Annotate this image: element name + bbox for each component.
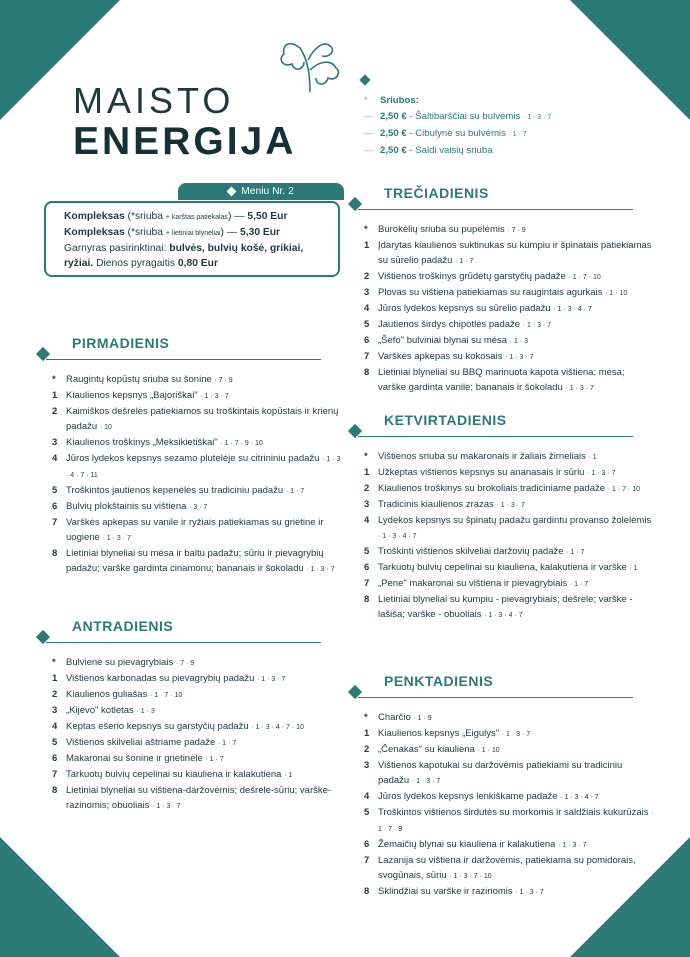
allergen-codes: · 7 · 9 — [507, 227, 526, 234]
dish-item — [364, 513, 654, 544]
menu-number-label: Meniu Nr. 2 — [241, 186, 294, 197]
dish-item — [364, 365, 654, 396]
dish-item — [52, 372, 342, 388]
allergen-codes: · 1 · 3 · 7 · 10 — [449, 873, 492, 880]
dish-text-wrapper — [378, 365, 654, 396]
allergen-codes: · 7 · 9 — [214, 377, 233, 384]
allergen-codes: · 1 · 7 — [566, 549, 585, 556]
dish-name: Varškės apkepas su kokosais — [378, 351, 506, 362]
dish-number: * — [364, 451, 368, 462]
allergen-codes: · 1 · 7 · 9 · 10 — [220, 440, 263, 447]
dish-number: 4 — [52, 721, 58, 732]
garnish-line: Garnyras pasirinktinai: bulvės, bulvių košė, grikiai, ryžiai. Dienos pyragaitis 0,80 Eur — [64, 243, 304, 269]
dish-text-wrapper — [66, 451, 342, 483]
dish-item — [52, 404, 342, 435]
dish-number: 5 — [364, 546, 370, 557]
allergen-codes: · 1 · 3 · 7 — [102, 535, 131, 542]
dish-number: * — [364, 224, 368, 235]
dish-text-wrapper — [378, 465, 654, 481]
dish-item — [52, 751, 342, 767]
dish-name: Kiaulienos troškinys „Meksikietiškai" — [66, 437, 221, 448]
dish-number: 4 — [364, 515, 370, 526]
allergen-codes: · 1 — [629, 565, 638, 572]
dish-item — [52, 767, 342, 783]
dish-item — [52, 783, 342, 814]
day-section-monday — [52, 336, 342, 577]
allergen-codes: · 1 · 10 — [477, 747, 500, 754]
dish-name: Jautienos širdys chipotlės padaže — [378, 319, 523, 330]
dish-text-wrapper — [66, 687, 342, 703]
dish-number: 1 — [364, 240, 370, 251]
combo-line-1: Kompleksas (*sriuba + karštas patiekalas) — 5,50 Eur — [64, 211, 288, 222]
dish-number: 4 — [364, 303, 370, 314]
dish-number: 5 — [52, 485, 58, 496]
dish-number: 1 — [52, 673, 58, 684]
allergen-codes: · 1 · 3 · 4 · 7 — [553, 306, 592, 313]
dish-item — [52, 735, 342, 751]
day-title: KETVIRTADIENIS — [384, 412, 507, 428]
dish-item — [52, 687, 342, 703]
day-title: PIRMADIENIS — [72, 335, 170, 351]
dish-name: Kiaulienos kepsnys „Bajoriškai" — [66, 390, 201, 401]
day-title: TREČIADIENIS — [384, 185, 489, 201]
allergen-codes: · 1 · 7 · 10 — [568, 274, 601, 281]
dish-item — [52, 671, 342, 687]
dish-name: Įdarytas kiaulienos suktinukas su kumpiu ir špinatais patiekiamas su sūrelio padažu — [378, 240, 652, 266]
allergen-codes: · 1 · 3 · 7 — [411, 778, 441, 785]
dish-text-wrapper — [66, 783, 342, 814]
allergen-codes: · 1 · 3 — [509, 338, 528, 345]
dish-number: 4 — [52, 453, 58, 464]
dish-text-wrapper — [378, 853, 654, 884]
soup-item: — 2,50 € - Šaltibarščiai su bulvėmis · 1 · 3 · 7 — [364, 111, 552, 122]
dish-number: 8 — [52, 548, 58, 559]
dish-name: Lietiniai blyneliai su BBQ marinuota kapota vištiena; mėsa; varške gardinta vanile; bananais ir šokoladu — [378, 367, 625, 393]
dish-number: 1 — [364, 467, 370, 478]
day-section-thursday — [364, 413, 654, 623]
dish-text-wrapper — [378, 592, 654, 623]
dish-name: Troškintos vištienos širdutės su morkomis ir saldžiais kukurūzais — [378, 807, 652, 818]
dish-item — [364, 837, 654, 853]
dish-number: 3 — [52, 705, 58, 716]
dish-text-wrapper — [378, 317, 654, 333]
dish-number: 7 — [364, 855, 370, 866]
dish-number: 2 — [364, 483, 370, 494]
diamond-icon — [227, 187, 237, 197]
dish-number: 6 — [364, 839, 370, 850]
dish-text-wrapper — [378, 544, 654, 560]
allergen-codes: · 3 · 7 — [189, 504, 208, 511]
allergen-codes: · 1 · 3 · 4 · 7 — [378, 533, 417, 540]
dish-item — [364, 742, 654, 758]
dish-text-wrapper — [378, 789, 654, 805]
allergen-codes: · 1 · 3 · 4 · 7 · 10 — [251, 724, 304, 731]
allergen-codes: · 1 · 3 · 7 — [515, 889, 544, 896]
dish-text-wrapper — [66, 388, 342, 404]
dish-number: 6 — [52, 753, 58, 764]
dish-name: Vištienos kapotukai su daržovėmis patiekiami su tradiciniu padažu — [378, 760, 623, 786]
dish-item — [52, 435, 342, 451]
dish-name: Kiaulienos guliašas — [66, 689, 150, 700]
dish-text-wrapper — [66, 483, 342, 499]
dish-text-wrapper — [378, 269, 654, 285]
dish-text-wrapper — [378, 481, 654, 497]
brand-title-line1: MAISTO — [73, 80, 235, 121]
dish-item — [364, 576, 654, 592]
dish-text-wrapper — [66, 546, 342, 577]
dish-number: 7 — [52, 517, 58, 528]
dish-name: „Šefo" bulviniai blynai su mėsa — [378, 335, 510, 346]
day-title: PENKTADIENIS — [384, 673, 494, 689]
dish-text-wrapper — [378, 726, 654, 742]
dish-item — [364, 726, 654, 742]
dish-item — [364, 285, 654, 301]
dish-name: Lietiniai blyneliai su mėsa ir baltu padažu; sūriu ir pievagrybių padažu; varške gardinta cinamonu; bananais ir šokoladu — [66, 548, 324, 574]
dish-item — [52, 719, 342, 735]
allergen-codes: · 1 · 7 · 10 — [149, 692, 183, 699]
dish-name: „Kijevo" kotletas — [66, 705, 137, 716]
dish-text-wrapper — [378, 560, 654, 576]
allergen-codes: · 1 · 3 · 4 · 7 — [560, 794, 599, 801]
dish-name: Vištienos skilveliai aštriame padaže — [66, 737, 218, 748]
herb-leaf-icon — [270, 30, 350, 100]
dish-number: 2 — [52, 406, 58, 417]
dish-item — [364, 592, 654, 623]
dish-text-wrapper — [378, 222, 654, 238]
dish-text-wrapper — [66, 767, 342, 783]
dish-name: Kiaulienos troškinys su brokoliais tradiciniame padaže — [378, 483, 608, 494]
dish-item — [364, 544, 654, 560]
dish-name: Troškinti vištienos skilveliai daržovių padaže — [378, 546, 567, 557]
dish-item — [52, 655, 342, 671]
dish-text-wrapper — [66, 499, 342, 515]
allergen-codes: · 10 — [99, 424, 112, 431]
allergen-codes: · 1 · 3 · 7 — [152, 803, 181, 810]
dish-name: Vištienos karbonadas su pievagrybių padažu — [66, 673, 258, 684]
dish-number: * — [364, 712, 368, 723]
dish-text-wrapper — [66, 435, 342, 451]
dish-number: 6 — [52, 501, 58, 512]
allergen-codes: · 1 · 10 — [605, 290, 628, 297]
dish-item — [364, 481, 654, 497]
dish-number: 3 — [52, 437, 58, 448]
corner-decoration-bottom-left — [0, 837, 120, 957]
day-section-header — [364, 674, 654, 700]
dish-text-wrapper — [378, 576, 654, 592]
allergen-codes: · 7 · 9 — [175, 660, 195, 667]
soup-item: — 2,50 € - Cibulynė su bulvėmis · 1 · 7 — [364, 128, 527, 139]
dish-name: Troškintos jautienos kepenėlės su tradiciniu padažu — [66, 485, 286, 496]
section-divider — [46, 359, 321, 360]
dish-name: Jūros lydekos kepsnys lenkiškame padaže — [378, 791, 561, 802]
dish-name: Lietiniai blyneliai su kumpiu - pievagrybiais; dešrele; varške - lašiša; varške - obuoliais — [378, 594, 633, 620]
dish-number: 5 — [364, 319, 370, 330]
dish-item — [364, 758, 654, 789]
dish-name: Lietiniai blyneliai su vištiena-daržovėmis; dešrele-sūriu; varške-razinomis; obuoliais — [66, 785, 332, 811]
allergen-codes: · 1 · 3 · 7 — [496, 502, 525, 509]
section-divider — [358, 436, 633, 437]
allergen-codes: · 1 · 3 · 7 — [257, 676, 286, 683]
dish-text-wrapper — [378, 238, 654, 269]
dish-item — [52, 451, 342, 483]
dish-item — [364, 317, 654, 333]
allergen-codes: · 1 · 7 · 9 — [378, 810, 654, 833]
dish-name: Tarkuotų bulvių cepelinai su kiauliena ir kalakutiena — [66, 769, 285, 780]
section-divider — [46, 642, 321, 643]
allergen-codes: · 1 · 3 · 7 — [522, 322, 552, 329]
dish-text-wrapper — [378, 449, 654, 465]
soups-diamond-icon — [358, 73, 372, 87]
dish-name: Lydekos kepsnys su špinatų padažu gardintu provanso žolelėmis — [378, 515, 652, 526]
dish-number: 2 — [52, 689, 58, 700]
dish-name: „Čenakas" su kiauliena — [378, 744, 478, 755]
allergen-codes: · 1 — [284, 772, 293, 779]
dish-name: Makaronai su šonine ir grietinėle — [66, 753, 206, 764]
day-section-header — [364, 413, 654, 439]
dish-name: Burokėlių sriuba su pupelėmis — [378, 224, 508, 235]
allergen-codes: · 1 · 7 — [569, 581, 589, 588]
dish-number: 6 — [364, 335, 370, 346]
combo-line-2: Kompleksas (*sriuba + lietiniai blyneliai) — 5,30 Eur — [64, 227, 281, 238]
dish-number: 4 — [364, 791, 370, 802]
allergen-codes: · 1 · 9 — [413, 715, 432, 722]
soup-item: — 2,50 € - Saldi vaisių sriuba — [364, 145, 493, 156]
dish-text-wrapper — [378, 333, 654, 349]
allergen-codes: · 1 · 7 — [217, 740, 237, 747]
allergen-codes: · 1 · 7 — [205, 756, 224, 763]
dish-number: 2 — [364, 744, 370, 755]
allergen-codes: · 1 · 3 · 4 · 7 — [484, 612, 523, 619]
allergen-codes: · 1 · 7 — [285, 488, 305, 495]
dish-name: Jūros lydekos kepsnys su sūrelio padažu — [378, 303, 554, 314]
allergen-codes: · 1 · 7 — [455, 258, 474, 265]
dish-name: Raugintų kopūstų sriuba su šonine — [66, 374, 215, 385]
dish-text-wrapper — [378, 285, 654, 301]
menu-number-tab — [178, 183, 344, 200]
day-section-header — [52, 619, 342, 645]
dish-item — [52, 483, 342, 499]
allergen-codes: · 1 · 3 · 7 — [306, 566, 335, 573]
dish-number: 7 — [364, 578, 370, 589]
dish-number: 6 — [364, 562, 370, 573]
dish-text-wrapper — [66, 671, 342, 687]
section-divider — [358, 697, 633, 698]
brand-title-line2: ENERGIJA — [73, 120, 297, 163]
dish-number: 3 — [364, 499, 370, 510]
dish-number: 8 — [52, 785, 58, 796]
dish-name: Sklindžiai su varške ir razinomis — [378, 886, 516, 897]
dish-name: Tradicinis kiaulienos zrazas — [378, 499, 497, 510]
allergen-codes: · 1 · 3 — [136, 708, 155, 715]
dish-item — [364, 789, 654, 805]
dish-item — [364, 301, 654, 317]
dish-text-wrapper — [66, 372, 342, 388]
day-section-tuesday — [52, 619, 342, 814]
dish-number: 3 — [364, 287, 370, 298]
dish-text-wrapper — [378, 805, 654, 837]
day-section-friday — [364, 674, 654, 900]
dish-number: 8 — [364, 367, 370, 378]
dish-item — [364, 349, 654, 365]
dish-text-wrapper — [378, 349, 654, 365]
dish-name: Keptas ešerio kepsnys su garstyčių padažu — [66, 721, 252, 732]
dish-text-wrapper — [378, 513, 654, 544]
day-section-header — [52, 336, 342, 362]
dish-item — [52, 515, 342, 546]
dish-name: Kiaulienos kepsnys „Eigulys" — [378, 728, 502, 739]
dish-number: 3 — [364, 760, 370, 771]
dish-text-wrapper — [66, 655, 342, 671]
dish-item — [364, 238, 654, 269]
dish-text-wrapper — [378, 301, 654, 317]
allergen-codes: · 1 · 3 · 7 — [587, 470, 616, 477]
dish-name: Užkeptas vištienos kepsnys su ananasais ir sūriu — [378, 467, 588, 478]
dish-name: Žemaičių blynai su kiauliena ir kalakutiena — [378, 839, 559, 850]
dish-number: 8 — [364, 594, 370, 605]
day-section-wednesday — [364, 186, 654, 396]
dish-name: Plovas su vištiena patiekiamas su raugintais agurkais — [378, 287, 606, 298]
dish-name: Varškės apkepas su vanile ir ryžiais patiekiamas su grietine ir uogiene — [66, 517, 324, 543]
dish-name: Vištienos troškinys grūdėtų garstyčių padaže — [378, 271, 569, 282]
dish-item — [52, 546, 342, 577]
dish-text-wrapper — [378, 758, 654, 789]
dish-number: 5 — [52, 737, 58, 748]
dish-text-wrapper — [66, 703, 342, 719]
dish-text-wrapper — [378, 497, 654, 513]
dish-item — [364, 805, 654, 837]
dish-text-wrapper — [66, 404, 342, 435]
dish-name: Jūros lydekos kepsnys sezamo plutelėje su citrininiu padažu — [66, 453, 323, 464]
dish-item — [364, 465, 654, 481]
dish-text-wrapper — [378, 837, 654, 853]
dish-text-wrapper — [66, 719, 342, 735]
dish-item — [364, 333, 654, 349]
dish-item — [364, 269, 654, 285]
dish-number: 2 — [364, 271, 370, 282]
dish-item — [364, 884, 654, 900]
dish-text-wrapper — [378, 710, 654, 726]
dish-text-wrapper — [378, 742, 654, 758]
dish-name: Tarkuotų bulvių cepelinai su kiauliena, kalakutiena ir varške — [378, 562, 630, 573]
dish-name: Charčio — [378, 712, 414, 723]
dish-number: 5 — [364, 807, 370, 818]
dish-name: Kaimiškos dešrelės patiekiamos su troškintais kopūstais ir krienų padažu — [66, 406, 339, 432]
allergen-codes: · 1 · 7 · 10 — [607, 486, 640, 493]
dish-name: „Pene" makaronai su vištiena ir pievagrybiais — [378, 578, 570, 589]
dish-item — [52, 388, 342, 404]
corner-decoration-top-right — [570, 0, 690, 120]
dish-item — [364, 853, 654, 884]
dish-item — [364, 560, 654, 576]
dish-name: Lazanija su vištiena ir daržovėmis, patiekiama su pomidorais, svogūnais, sūriu — [378, 855, 636, 881]
soups-block — [364, 93, 551, 160]
section-divider — [358, 209, 633, 210]
allergen-codes: · 1 · 3 · 7 — [565, 385, 594, 392]
dish-number: 8 — [364, 886, 370, 897]
allergen-codes: · 1 · 3 · 7 — [505, 354, 534, 361]
dish-text-wrapper — [378, 884, 654, 900]
soups-header: * Sriubos: — [364, 95, 419, 106]
dish-name: Vištienos sriuba su makaronais ir žaliais žirneliais — [378, 451, 589, 462]
dish-item — [52, 703, 342, 719]
combo-offer-box — [44, 201, 340, 277]
allergen-codes: · 1 · 3 · 4 · 7 · 11 — [66, 456, 341, 479]
dish-text-wrapper — [66, 751, 342, 767]
dish-item — [364, 497, 654, 513]
dish-item — [364, 710, 654, 726]
dish-item — [364, 222, 654, 238]
allergen-codes: · 1 · 3 · 7 — [200, 393, 229, 400]
dish-number: 7 — [52, 769, 58, 780]
allergen-codes: · 1 · 3 · 7 — [501, 731, 531, 738]
dish-text-wrapper — [66, 735, 342, 751]
allergen-codes: · 1 — [588, 454, 597, 461]
dish-number: 7 — [364, 351, 370, 362]
dish-item — [52, 499, 342, 515]
dish-number: 1 — [364, 728, 370, 739]
dish-text-wrapper — [66, 515, 342, 546]
dish-name: Bulvienė su pievagrybiais — [66, 657, 176, 668]
dish-number: * — [52, 657, 56, 668]
allergen-codes: · 1 · 3 · 7 — [558, 842, 587, 849]
dish-number: 1 — [52, 390, 58, 401]
dish-number: * — [52, 374, 56, 385]
day-section-header — [364, 186, 654, 212]
dish-item — [364, 449, 654, 465]
dish-name: Bulvių plokštainis su vištiena — [66, 501, 190, 512]
day-title: ANTRADIENIS — [72, 618, 174, 634]
